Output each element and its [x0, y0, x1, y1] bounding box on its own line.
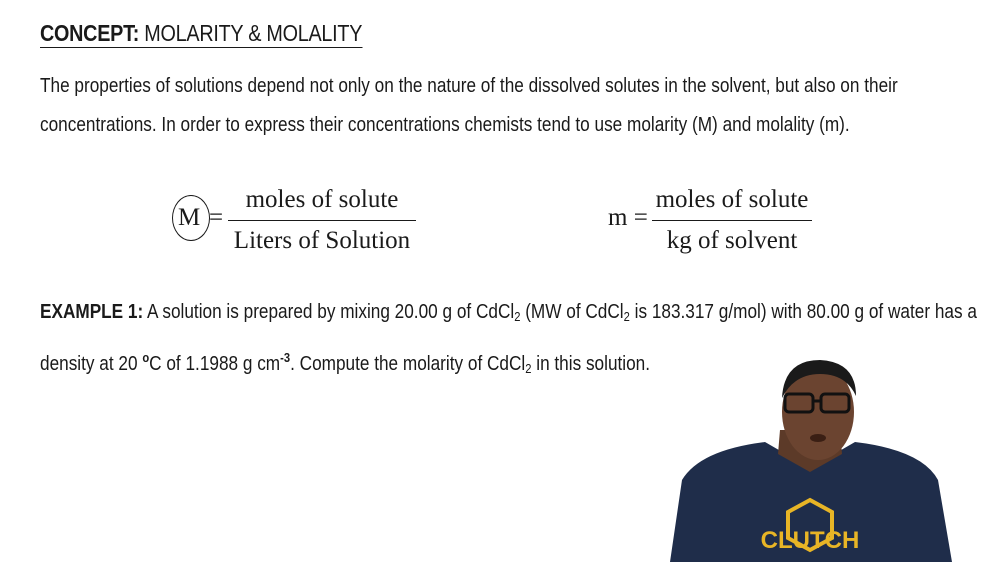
molality-denominator: kg of solvent — [666, 227, 798, 254]
intro-line-1: The properties of solutions depend not only on the nature of the dissolved solutes in the solvent, but also on their — [40, 75, 898, 97]
molarity-equals: = — [209, 204, 224, 231]
concept-title: MOLARITY & MOLALITY — [144, 20, 363, 46]
subscript: 2 — [514, 309, 521, 324]
example-text: . Compute the molarity of CdCl — [290, 353, 526, 375]
molality-fraction — [652, 186, 812, 255]
subscript: 2 — [525, 361, 532, 376]
example-label: EXAMPLE 1: — [40, 301, 144, 323]
molality-numerator: moles of solute — [655, 186, 809, 213]
molarity-fraction — [228, 186, 416, 255]
example-text: density at 20 — [40, 353, 143, 375]
molarity-denominator: Liters of Solution — [233, 227, 411, 254]
example-text: in this solution. — [531, 353, 651, 375]
example-text: A solution is prepared by mixing 20.00 g of CdCl — [143, 301, 515, 323]
molarity-numerator: moles of solute — [245, 186, 399, 213]
degree-superscript: o — [142, 350, 150, 365]
molality-symbol: m = — [608, 204, 648, 231]
example-line-1 — [40, 300, 977, 329]
example-text: (MW of CdCl — [520, 301, 624, 323]
clutch-logo-text: CLUTCH — [760, 527, 860, 554]
subscript: 2 — [623, 309, 630, 324]
intro-line-2: concentrations. In order to express their concentrations chemists tend to use molarity (M) and molality (m). — [40, 114, 850, 136]
exponent-superscript: -3 — [280, 350, 291, 365]
example-text: is 183.317 g/mol) with 80.00 g of water has a — [629, 301, 977, 323]
presenter-mouth — [810, 434, 826, 442]
molarity-symbol: M — [178, 204, 201, 231]
example-line-2 — [40, 346, 650, 381]
example-text: C of 1.1988 g cm — [149, 353, 281, 375]
presenter-image — [660, 350, 960, 562]
concept-label: CONCEPT: — [40, 20, 140, 46]
page-title — [40, 20, 362, 48]
